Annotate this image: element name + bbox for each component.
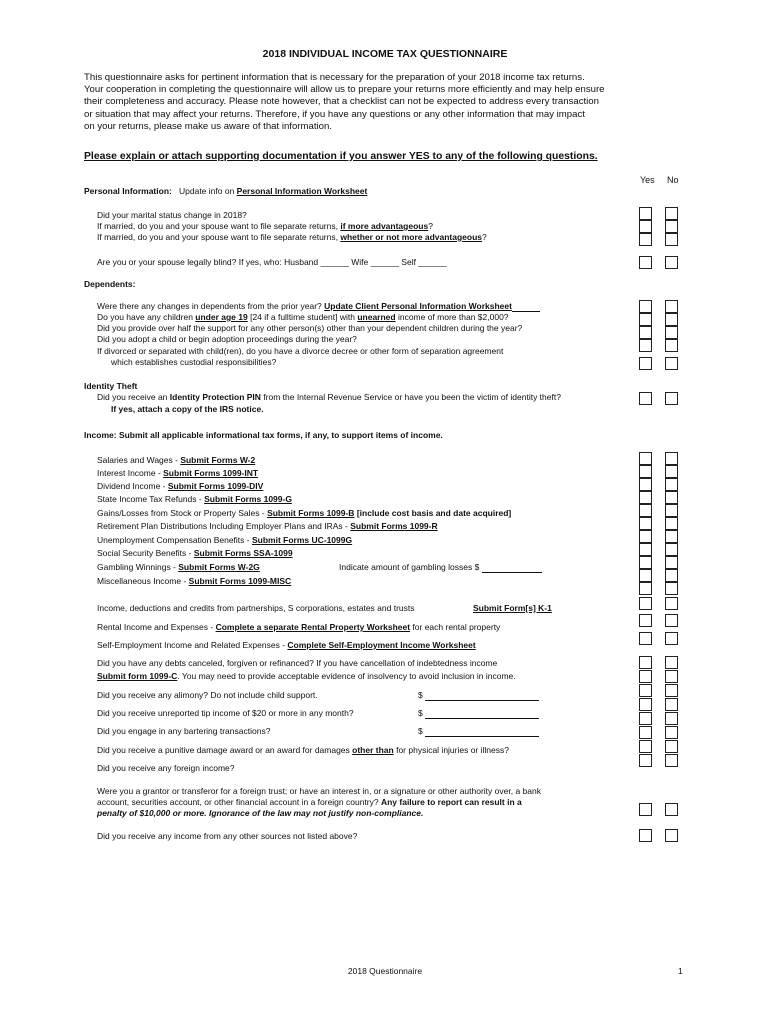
income-item-unemployment <box>97 535 352 546</box>
no-checkbox[interactable] <box>665 632 678 645</box>
no-checkbox[interactable] <box>665 670 678 683</box>
q-text: Self-Employment Income and Related Expenses - <box>97 640 288 650</box>
foreign-penalty-warning: penalty of $10,000 or more. Ignorance of the law may not justify non-compliance. <box>97 808 424 818</box>
yes-checkbox[interactable] <box>639 543 652 556</box>
alimony-amount-line[interactable] <box>425 692 539 701</box>
dollar-sign: $ <box>418 726 423 736</box>
q-text: ? <box>428 221 433 231</box>
alimony-amount <box>418 690 539 701</box>
no-checkbox[interactable] <box>665 452 678 465</box>
q-emphasis: if more advantageous <box>340 221 429 231</box>
question-foreign-income: Did you receive any foreign income? <box>97 763 235 773</box>
q-text: Did you receive an <box>97 392 170 402</box>
intro-line: This questionnaire asks for pertinent information that is necessary for the preparation of your 2018 income tax returns. <box>84 72 585 83</box>
yes-checkbox[interactable] <box>639 754 652 767</box>
no-checkbox[interactable] <box>665 465 678 478</box>
yes-checkbox[interactable] <box>639 504 652 517</box>
yes-checkbox[interactable] <box>639 726 652 739</box>
q-text: Social Security Benefits - <box>97 548 194 558</box>
yes-checkbox[interactable] <box>639 656 652 669</box>
no-checkbox[interactable] <box>665 339 678 352</box>
q-text: If married, do you and your spouse want to file separate returns, <box>97 221 341 231</box>
q-text: Indicate amount of gambling losses $ <box>339 562 480 572</box>
q-text: Unemployment Compensation Benefits - <box>97 535 252 545</box>
q-emphasis: Complete a separate Rental Property Worksheet <box>215 622 411 632</box>
no-checkbox[interactable] <box>665 684 678 697</box>
identity-section-label: Identity Theft <box>84 381 138 391</box>
tips-amount-line[interactable] <box>425 710 539 719</box>
no-checkbox[interactable] <box>665 300 678 313</box>
yes-checkbox[interactable] <box>639 530 652 543</box>
q-emphasis: whether or not more advantageous <box>340 232 483 242</box>
question-legally-blind: Are you or your spouse legally blind? If yes, who: Husband ______ Wife ______ Self ______ <box>97 257 447 267</box>
question-debts-canceled: Did you have any debts canceled, forgiven or refinanced? If you have cancellation of indebtedness income <box>97 658 498 668</box>
question-foreign-trust: Were you a grantor or transferor for a foreign trust; or have an interest in, or a signature or other authority over, a bank <box>97 786 541 796</box>
q-text: Gambling Winnings - <box>97 562 179 572</box>
yes-checkbox[interactable] <box>639 614 652 627</box>
intro-line: or situation that may affect your returns. Therefore, if you have any questions or any other information that may impact <box>84 108 585 120</box>
no-checkbox[interactable] <box>665 803 678 816</box>
q-emphasis: Complete Self-Employment Income Worksheet <box>287 640 476 650</box>
page-title: 2018 INDIVIDUAL INCOME TAX QUESTIONNAIRE <box>262 48 508 60</box>
yes-checkbox[interactable] <box>639 582 652 595</box>
q-emphasis: Identity Protection PIN <box>169 392 261 402</box>
question-separate-advantageous <box>97 221 433 232</box>
no-checkbox[interactable] <box>665 754 678 767</box>
no-checkbox[interactable] <box>665 313 678 326</box>
no-checkbox[interactable] <box>665 698 678 711</box>
yes-checkbox[interactable] <box>639 491 652 504</box>
yes-checkbox[interactable] <box>639 207 652 220</box>
q-text: account, securities account, or other financial account in a foreign country? <box>97 797 381 807</box>
no-checkbox[interactable] <box>665 543 678 556</box>
no-checkbox[interactable] <box>665 392 678 405</box>
yes-column-header: Yes <box>640 175 655 185</box>
q-text: State Income Tax Refunds - <box>97 494 205 504</box>
question-self-employment <box>97 640 476 651</box>
q-text: Rental Income and Expenses - <box>97 622 216 632</box>
form-requirement: Submit Forms 1099-G <box>204 494 292 504</box>
tips-amount <box>418 708 539 719</box>
question-dependent-changes <box>97 301 540 312</box>
no-checkbox[interactable] <box>665 491 678 504</box>
yes-checkbox[interactable] <box>639 740 652 753</box>
personal-section-label: Personal Information: <box>84 186 172 196</box>
q-text: Miscellaneous Income - <box>97 576 189 586</box>
no-checkbox[interactable] <box>665 517 678 530</box>
question-separate-regardless <box>97 232 487 243</box>
no-checkbox[interactable] <box>665 712 678 725</box>
q-emphasis: unearned <box>357 312 396 322</box>
q-text: Retirement Plan Distributions Including Employer Plans and IRAs - <box>97 521 351 531</box>
q-text: If married, do you and your spouse want to file separate returns, <box>97 232 341 242</box>
question-alimony: Did you receive any alimony? Do not include child support. <box>97 690 318 700</box>
income-section-label: Income: Submit all applicable informational tax forms, if any, to support items of income. <box>84 430 443 440</box>
no-checkbox[interactable] <box>665 357 678 370</box>
no-checkbox[interactable] <box>665 614 678 627</box>
q-text: for physical injuries or illness? <box>393 745 509 755</box>
no-checkbox[interactable] <box>665 220 678 233</box>
q-text: Gains/Losses from Stock or Property Sales - <box>97 508 268 518</box>
form-requirement: Submit Forms 1099-INT <box>163 468 259 478</box>
income-item-gains-losses <box>97 508 511 519</box>
income-item-state-refunds <box>97 494 292 505</box>
question-identity-pin <box>97 392 561 403</box>
q-emphasis: under age 19 <box>195 312 248 322</box>
q-emphasis: Update Client Personal Information Worksheet <box>324 301 512 311</box>
yes-checkbox[interactable] <box>639 313 652 326</box>
form-requirement: Submit Forms 1099-DIV <box>167 481 264 491</box>
form-requirement: Submit Forms 1099-MISC <box>188 576 292 586</box>
k1-form-requirement: Submit Form[s] K-1 <box>473 603 552 613</box>
form-requirement: Submit Forms SSA-1099 <box>193 548 293 558</box>
form-requirement: Submit Forms W-2G <box>178 562 260 572</box>
question-rental <box>97 622 500 633</box>
page-number: 1 <box>678 966 683 976</box>
q-text: Interest Income - <box>97 468 164 478</box>
question-marital-status: Did your marital status change in 2018? <box>97 210 247 220</box>
q-text: Were there any changes in dependents from the prior year? <box>97 301 325 311</box>
yes-checkbox[interactable] <box>639 803 652 816</box>
form-requirement: Submit Forms 1099-R <box>350 521 438 531</box>
q-text: [24 if a fulltime student] with <box>247 312 358 322</box>
question-tip-income: Did you receive unreported tip income of $20 or more in any month? <box>97 708 354 718</box>
intro-line: Your cooperation in completing the questionnaire will allow us to prepare your returns more efficiently and may help ensure <box>84 84 605 96</box>
intro-line: on your returns, please make us aware of that information. <box>84 120 332 132</box>
yes-checkbox[interactable] <box>639 256 652 269</box>
question-damages <box>97 745 509 756</box>
yes-checkbox[interactable] <box>639 339 652 352</box>
income-item-interest <box>97 468 258 479</box>
income-item-social-security <box>97 548 293 559</box>
yes-checkbox[interactable] <box>639 478 652 491</box>
question-bartering: Did you engage in any bartering transactions? <box>97 726 271 736</box>
yes-checkbox[interactable] <box>639 465 652 478</box>
yes-checkbox[interactable] <box>639 712 652 725</box>
yes-checkbox[interactable] <box>639 569 652 582</box>
q-text: from the Internal Revenue Service or have you been the victim of identity theft? <box>260 392 561 402</box>
form-requirement: Submit Forms W-2 <box>180 455 256 465</box>
blank-line <box>512 303 540 312</box>
q-emphasis: Submit form 1099-C <box>97 671 178 681</box>
yes-checkbox[interactable] <box>639 233 652 246</box>
gambling-losses-line[interactable] <box>482 564 542 573</box>
barter-amount <box>418 726 539 737</box>
yes-checkbox[interactable] <box>639 597 652 610</box>
no-checkbox[interactable] <box>665 530 678 543</box>
yes-checkbox[interactable] <box>639 684 652 697</box>
income-item-dividend <box>97 481 263 492</box>
income-item-wages <box>97 455 255 466</box>
q-emphasis: Any failure to report can result in a <box>380 797 522 807</box>
yes-checkbox[interactable] <box>639 452 652 465</box>
yes-checkbox[interactable] <box>639 326 652 339</box>
yes-checkbox[interactable] <box>639 632 652 645</box>
yes-checkbox[interactable] <box>639 220 652 233</box>
q-text: ? <box>482 232 487 242</box>
personal-update-note <box>179 186 367 197</box>
question-k1: Income, deductions and credits from partnerships, S corporations, estates and trusts <box>97 603 415 613</box>
no-checkbox[interactable] <box>665 326 678 339</box>
dollar-sign: $ <box>418 690 423 700</box>
no-checkbox[interactable] <box>665 740 678 753</box>
yes-checkbox[interactable] <box>639 829 652 842</box>
dollar-sign: $ <box>418 708 423 718</box>
no-checkbox[interactable] <box>665 597 678 610</box>
question-divorce-decree: If divorced or separated with child(ren), do you have a divorce decree or other form of separation agreement <box>97 346 504 356</box>
yes-checkbox[interactable] <box>639 357 652 370</box>
no-checkbox[interactable] <box>665 256 678 269</box>
q-text: income of more than $2,000? <box>395 312 509 322</box>
no-checkbox[interactable] <box>665 569 678 582</box>
q-text: Salaries and Wages - <box>97 455 181 465</box>
question-debts-canceled-cont <box>97 671 516 682</box>
q-text: . You may need to provide acceptable evidence of insolvency to avoid inclusion in income. <box>177 671 516 681</box>
no-checkbox[interactable] <box>665 556 678 569</box>
dependents-section-label: Dependents: <box>84 279 136 289</box>
identity-irs-note: If yes, attach a copy of the IRS notice. <box>111 404 264 414</box>
no-checkbox[interactable] <box>665 233 678 246</box>
no-checkbox[interactable] <box>665 207 678 220</box>
income-item-misc <box>97 576 291 587</box>
no-checkbox[interactable] <box>665 582 678 595</box>
update-prefix: Update info on <box>179 186 237 196</box>
question-children-unearned <box>97 312 509 323</box>
question-support-others: Did you provide over half the support for any other person(s) other than your dependent children during the year? <box>97 323 523 333</box>
yes-checkbox[interactable] <box>639 300 652 313</box>
yes-checkbox[interactable] <box>639 392 652 405</box>
q-text: Do you have any children <box>97 312 196 322</box>
yes-checkbox[interactable] <box>639 670 652 683</box>
q-text: Did you receive a punitive damage award or an award for damages <box>97 745 353 755</box>
no-checkbox[interactable] <box>665 829 678 842</box>
yes-checkbox[interactable] <box>639 698 652 711</box>
instruction-heading: Please explain or attach supporting documentation if you answer YES to any of the following questions. <box>84 151 598 162</box>
gambling-losses-prompt <box>339 562 542 573</box>
no-checkbox[interactable] <box>665 478 678 491</box>
no-checkbox[interactable] <box>665 504 678 517</box>
q-text: for each rental property <box>410 622 501 632</box>
personal-worksheet-link: Personal Information Worksheet <box>236 186 368 196</box>
footer-title: 2018 Questionnaire <box>347 966 423 976</box>
income-item-retirement <box>97 521 438 532</box>
intro-line: their completeness and accuracy. Please note however, that a checklist can not be expected to address every transaction <box>84 96 599 108</box>
intro-paragraph <box>84 72 644 133</box>
barter-amount-line[interactable] <box>425 728 539 737</box>
question-foreign-trust-cont <box>97 797 522 808</box>
form-requirement: Submit Forms UC-1099G <box>251 535 353 545</box>
question-adoption: Did you adopt a child or begin adoption proceedings during the year? <box>97 334 357 344</box>
q-text: Dividend Income - <box>97 481 168 491</box>
yes-checkbox[interactable] <box>639 556 652 569</box>
no-checkbox[interactable] <box>665 656 678 669</box>
form-requirement: Submit Forms 1099-B <box>267 508 355 518</box>
no-checkbox[interactable] <box>665 726 678 739</box>
income-item-gambling <box>97 562 260 573</box>
q-emphasis: other than <box>352 745 394 755</box>
form-note: [include cost basis and date acquired] <box>354 508 512 518</box>
question-divorce-decree-cont: which establishes custodial responsibilities? <box>111 357 277 367</box>
no-column-header: No <box>667 175 679 185</box>
question-other-sources: Did you receive any income from any other sources not listed above? <box>97 831 358 841</box>
yes-checkbox[interactable] <box>639 517 652 530</box>
